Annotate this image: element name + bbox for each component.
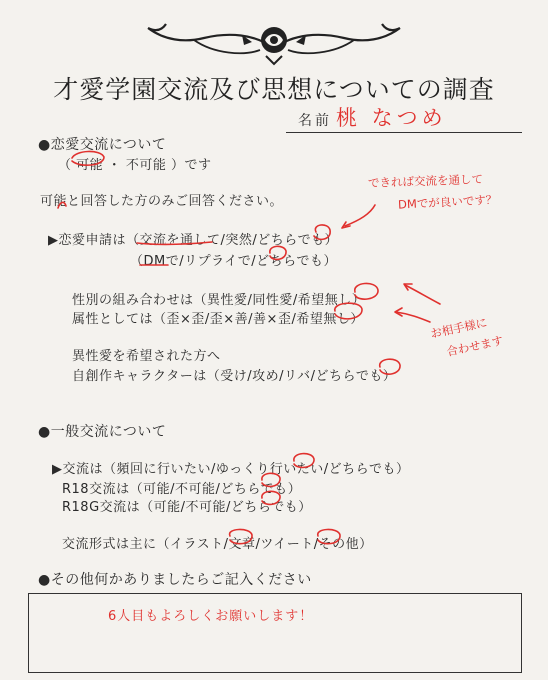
hetero-note: 異性愛を希望された方へ	[72, 349, 221, 364]
rose-flourish-ornament	[134, 4, 414, 68]
arrow-to-attribute	[396, 312, 430, 322]
partner-note-line1: お相手様に	[429, 315, 489, 341]
general-section-heading: ●一般交流について	[38, 424, 167, 440]
love-instruction: 可能と回答した方のみご回答ください。	[40, 194, 284, 209]
comment-handwritten-text: 6人目もよろしくお願いします！	[108, 609, 314, 624]
exchange-format: 交流形式は主に（イラスト/文章/ツイート/その他）	[62, 537, 373, 552]
name-label: 名前	[298, 113, 332, 129]
other-section-heading: ●その他何かありましたらご記入ください	[38, 572, 312, 588]
gender-combination: 性別の組み合わせは（異性愛/同性愛/希望無し）	[72, 293, 366, 308]
dm-note-line1: できれば交流を通して	[367, 171, 484, 191]
r18g-exchange: R18G交流は（可能/不可能/どちらでも）	[62, 500, 312, 515]
exchange-frequency: ▶交流は（頻回に行いたい/ゆっくり行いたい/どちらでも）	[52, 462, 410, 477]
love-options-line: （ 可能 ・ 不可能 ）です	[58, 158, 212, 173]
character-role: 自創作キャラクターは（受け/攻め/リバ/どちらでも）	[72, 369, 397, 384]
arrow-to-dm-channel	[345, 205, 375, 226]
name-field	[286, 104, 522, 133]
attribute-combination: 属性としては（歪×歪/歪×善/善×歪/希望無し）	[72, 312, 364, 327]
love-request-method: ▶恋愛申請は（交流を通して/突然/どちらでも）	[48, 233, 339, 248]
love-section-heading: ●恋愛交流について	[38, 137, 167, 153]
partner-note-line2: 合わせます	[445, 333, 505, 359]
r18-exchange: R18交流は（可能/不可能/どちらでも）	[62, 482, 302, 497]
survey-title: 才愛学園交流及び思想についての調査	[53, 75, 495, 104]
love-request-channel: （DMで/リプライで/どちらでも）	[130, 254, 337, 269]
arrow-to-gender	[405, 285, 440, 304]
name-handwritten-value: 桃 なつめ	[336, 106, 447, 130]
dm-note-line2: DMでが良いです？	[397, 192, 498, 212]
